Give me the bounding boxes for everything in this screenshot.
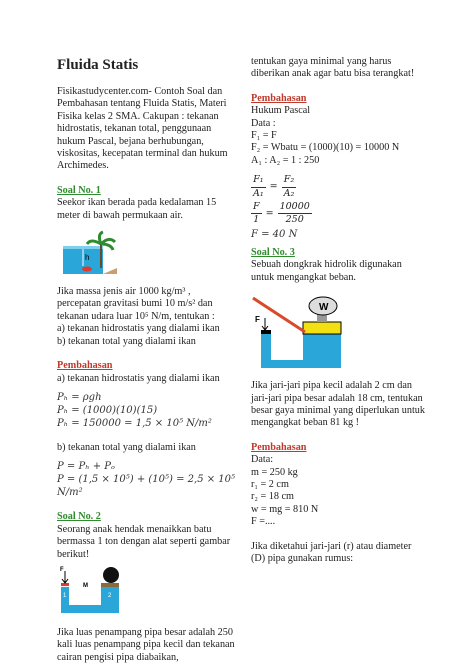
fish-figure xyxy=(61,228,237,276)
frac2-left-den: 1 xyxy=(253,214,260,226)
soal-2-question: Jika luas penampang pipa besar adalah 250 kali luas penampang pipa kecil dan tekanan cairan pengisi pipa diabaikan, xyxy=(57,626,235,663)
pascal-ratio: $\frac{\text{F₁}}{\text{A₁}}$ = $\frac{\text{F₂}}{\text{A₂}}$ xyxy=(253,174,295,199)
soal-2-answer: F = 40 N xyxy=(251,228,298,240)
soal-1-text: Seekor ikan berada pada kedalaman 15 meter di bawah permukaan air. xyxy=(57,197,217,221)
soal-3-pembahasan-heading: Pembahasan xyxy=(251,441,307,453)
soal-2-text: Seorang anak hendak menaikkan batu bermassa 1 ton dengan alat seperti gambar berikut! xyxy=(57,523,231,560)
soal-1-part-b: b) tekanan total yang dialami ikan xyxy=(57,441,196,453)
frac2-left-num: F xyxy=(251,201,262,214)
soal-1-part-a: a) tekanan hidrostatis yang dialami ikan xyxy=(57,372,220,384)
left-column xyxy=(57,56,237,664)
frac1-left-den: A₁ xyxy=(253,187,264,199)
weight-label: W xyxy=(319,302,329,314)
page-title: Fluida Statis xyxy=(57,57,139,73)
soal-2-heading: Soal No. 2 xyxy=(57,511,101,523)
soal-2-pembahasan-heading: Pembahasan xyxy=(251,92,307,104)
soal-2-solution: Hukum Pascal Data : F₁ = F F₂ = Wbatu = (1000)(10) = 10000 N A₁ : A₂ = 1 : 250 xyxy=(251,105,400,166)
depth-label: h xyxy=(85,253,90,263)
mass-label: M xyxy=(83,582,88,589)
soal-3-data: Data: m = 250 kg r₁ = 2 cm r₂ = 18 cm w = mg = 810 N F =.... xyxy=(251,454,319,528)
soal-1-heading: Soal No. 1 xyxy=(57,184,101,196)
intro-text: Fisikastudycenter.com- Contoh Soal dan Pembahasan tentang Fluida Statis, Materi Fisika kelas 2 SMA. Cakupan : tekanan hidrostatis, tekanan total, penggunaan hukum Pascal, bejana berhubungan, viskositas, kecepatan terminal dan hukum Archimedes. xyxy=(57,86,228,172)
soal-1-math-b: P = Pₕ + Pₒ P = (1,5 × 10⁵) + (10⁵) = 2,5 × 10⁵ N/m² xyxy=(57,461,236,499)
frac1-left-num: F₁ xyxy=(251,174,266,187)
soal-3-heading: Soal No. 3 xyxy=(251,246,295,258)
frac2-right-num: 10000 xyxy=(278,201,312,214)
lift-figure xyxy=(57,565,237,615)
soal-3-rumus: Jika diketahui jari-jari (r) atau diameter (D) pipa gunakan rumus: xyxy=(251,540,412,564)
frac2-right-den: 250 xyxy=(285,214,304,226)
jack-force-label: F xyxy=(255,315,260,325)
right-column xyxy=(251,56,427,565)
soal-3-text: Sebuah dongkrak hidrolik digunakan untuk mengangkat beban. xyxy=(251,259,402,283)
force-label: F xyxy=(60,566,64,573)
pipe-2-label: 2 xyxy=(108,592,112,599)
frac1-right-num: F₂ xyxy=(282,174,297,187)
pascal-substitution: $\frac{F}{1}$ = $\frac{10000}{250}$ xyxy=(253,201,310,226)
soal-2-question-cont: tentukan gaya minimal yang harus diberikan anak agar batu bisa terangkat! xyxy=(251,56,415,80)
soal-1-math-a: Pₕ = ρgh Pₕ = (1000)(10)(15) Pₕ = 150000 = 1,5 × 10⁵ N/m² xyxy=(57,391,212,429)
frac1-right-den: A₂ xyxy=(283,187,295,199)
jack-figure xyxy=(251,288,427,372)
soal-1-pembahasan-heading: Pembahasan xyxy=(57,360,113,372)
pipe-1-label: 1 xyxy=(63,592,67,599)
soal-3-question: Jika jari-jari pipa kecil adalah 2 cm dan jari-jari pipa besar adalah 18 cm, tentukan besar gaya minimal yang diperlukan untuk mengangkat beban 81 kg ! xyxy=(251,380,425,429)
soal-1-question: Jika massa jenis air 1000 kg/m³ , percepatan gravitasi bumi 10 m/s² dan tekanan udara luar 10⁵ N/m, tentukan : a) tekanan hidrostatis yang dialami ikan b) tekanan total yang dialami ikan xyxy=(57,286,220,347)
